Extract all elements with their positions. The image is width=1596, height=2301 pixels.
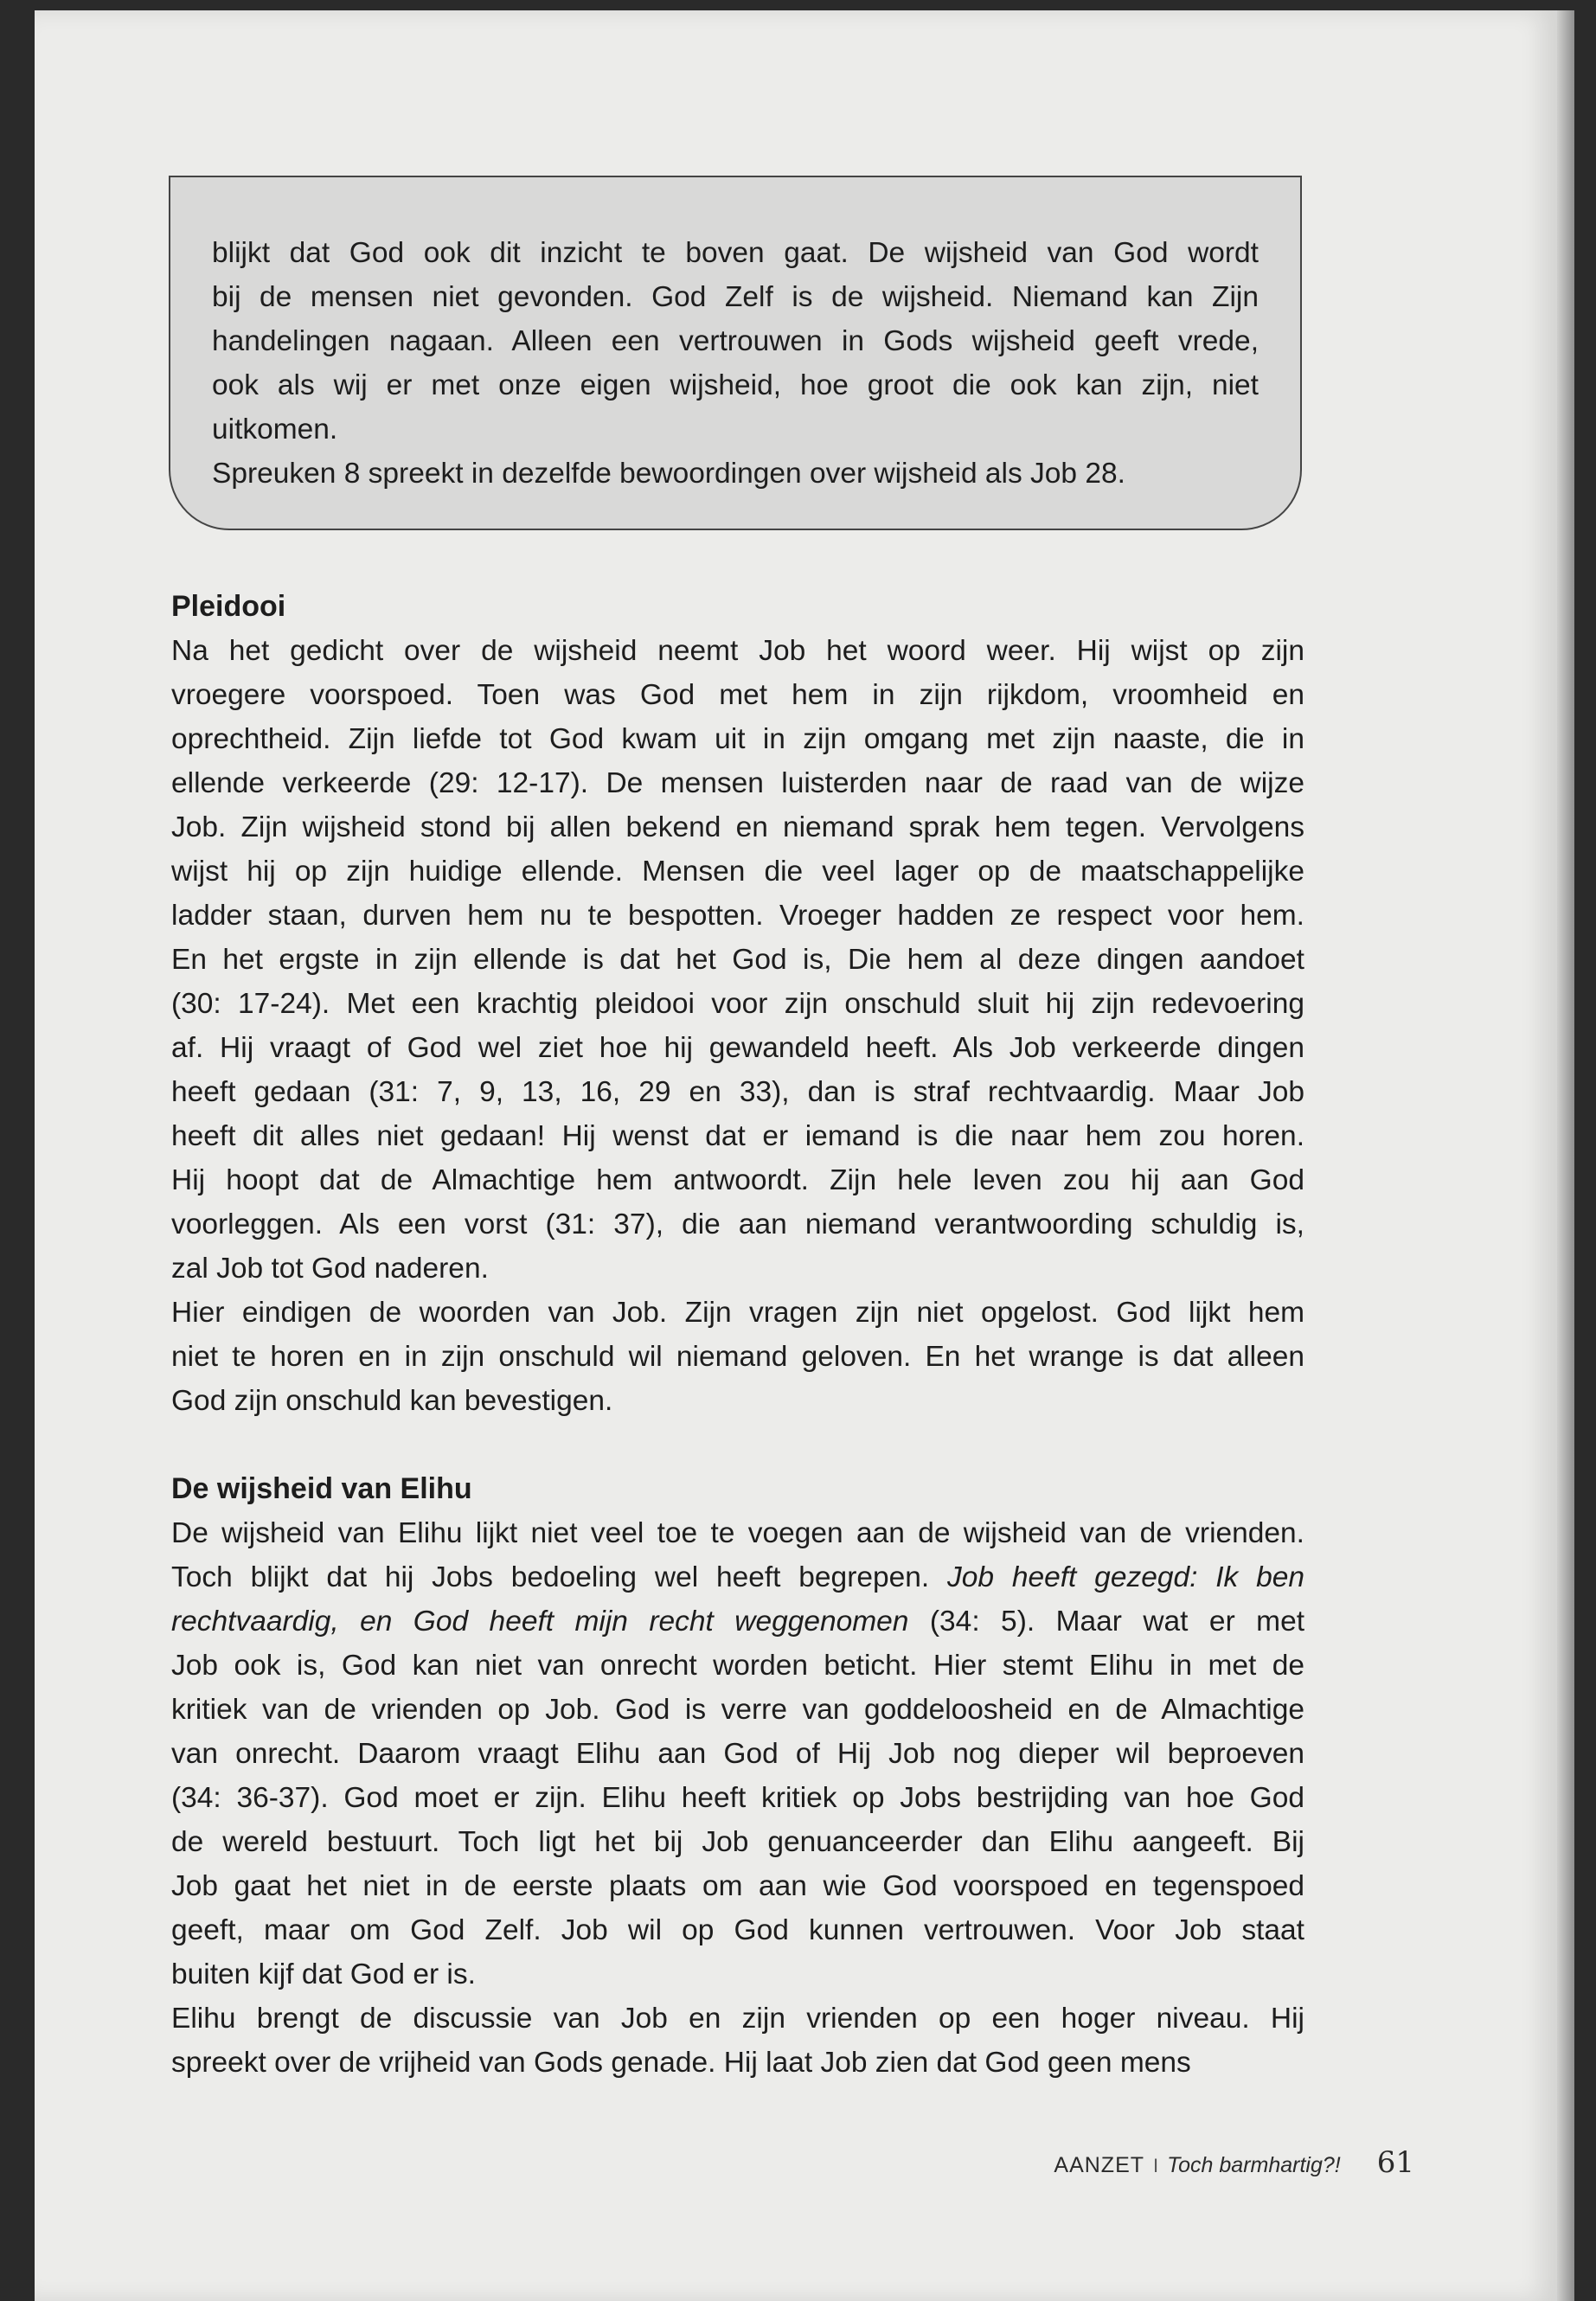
body-line: En het ergste in zijn ellende is dat het God is, Die hem al deze dingen aandoet [171,944,1304,976]
body-text: (34: 5). Maar wat er met [908,1606,1305,1638]
body-line: geeft, maar om God Zelf. Job wil op God kunnen vertrouwen. Voor Job staat [171,1914,1304,1946]
body-line: niet te horen en in zijn onschuld wil niemand geloven. En het wrange is dat alleen [171,1341,1304,1373]
quote-text: Job heeft gezegd: Ik ben [947,1561,1304,1593]
body-line [171,1599,1304,1644]
body-line: af. Hij vraagt of God wel ziet hoe hij gewandeld heeft. Als Job verkeerde dingen [171,1032,1304,1064]
box-line: blijkt dat God ook dit inzicht te boven gaat. De wijsheid van God wordt [212,237,1259,269]
body-line: Hier eindigen de woorden van Job. Zijn vragen zijn niet opgelost. God lijkt hem [171,1297,1304,1329]
body-line: spreekt over de vrijheid van Gods genade. Hij laat Job zien dat God geen mens [171,2047,1191,2079]
body-line: De wijsheid van Elihu lijkt niet veel toe te voegen aan de wijsheid van de vrienden. [171,1517,1304,1549]
quote-text: rechtvaardig, en God heeft mijn recht weggenomen [171,1606,909,1638]
main-text [171,585,1304,2085]
body-line: voorleggen. Als een vorst (31: 37), die aan niemand verantwoording schuldig is, [171,1208,1304,1240]
body-line: ellende verkeerde (29: 12-17). De mensen luisterden naar de raad van de wijze [171,767,1304,799]
body-line: van onrecht. Daarom vraagt Elihu aan God of Hij Job nog dieper wil beproeven [171,1738,1304,1770]
body-line: heeft dit alles niet gedaan! Hij wenst dat er iemand is die naar hem zou horen. [171,1120,1304,1152]
body-line: (34: 36-37). God moet er zijn. Elihu heeft kritiek op Jobs bestrijding van hoe God [171,1782,1304,1814]
body-line: Elihu brengt de discussie van Job en zijn vrienden op een hoger niveau. Hij [171,2003,1304,2035]
body-line: de wereld bestuurt. Toch ligt het bij Job genuanceerder dan Elihu aangeeft. Bij [171,1826,1304,1858]
body-line [171,1555,1304,1599]
page-number: 61 [1376,2145,1414,2180]
page-edge [1557,10,1574,2301]
body-line: Job. Zijn wijsheid stond bij allen bekend en niemand sprak hem tegen. Vervolgens [171,811,1304,843]
box-line: ook als wij er met onze eigen wijsheid, hoe groot die ook kan zijn, niet [212,369,1259,401]
footer-separator: I [1153,2155,1159,2176]
body-line: ladder staan, durven hem nu te bespotten. Vroeger hadden ze respect voor hem. [171,900,1304,932]
body-text: Toch blijkt dat hij Jobs bedoeling wel heeft begrepen. [171,1561,948,1593]
body-line: vroegere voorspoed. Toen was God met hem in zijn rijkdom, vroomheid en [171,679,1304,711]
body-line: (30: 17-24). Met een krachtig pleidooi voor zijn onschuld sluit hij zijn redevoering [171,988,1304,1020]
callout-box [169,176,1302,530]
footer-subtitle: Toch barmhartig?! [1167,2153,1341,2177]
body-line: buiten kijf dat God er is. [171,1958,476,1990]
box-line: handelingen nagaan. Alleen een vertrouwen in Gods wijsheid geeft vrede, [212,325,1259,357]
footer-brand: AANZET [1054,2153,1145,2177]
box-line: bij de mensen niet gevonden. God Zelf is de wijsheid. Niemand kan Zijn [212,281,1259,313]
body-line: Na het gedicht over de wijsheid neemt Job het woord weer. Hij wijst op zijn [171,635,1304,667]
body-line: Job gaat het niet in de eerste plaats om aan wie God voorspoed en tegenspoed [171,1870,1304,1902]
body-line: heeft gedaan (31: 7, 9, 13, 16, 29 en 33), dan is straf rechtvaardig. Maar Job [171,1076,1304,1108]
box-line: Spreuken 8 spreekt in dezelfde bewoordingen over wijsheid als Job 28. [212,458,1125,490]
body-line: oprechtheid. Zijn liefde tot God kwam uit in zijn omgang met zijn naaste, die in [171,723,1304,755]
body-line: Hij hoopt dat de Almachtige hem antwoordt. Zijn hele leven zou hij aan God [171,1164,1304,1196]
body-line: zal Job tot God naderen. [171,1253,489,1285]
body-line: kritiek van de vrienden op Job. God is verre van goddeloosheid en de Almachtige [171,1694,1304,1726]
body-line: God zijn onschuld kan bevestigen. [171,1385,613,1417]
body-line: Job ook is, God kan niet van onrecht worden beticht. Hier stemt Elihu in met de [171,1650,1304,1682]
body-line: wijst hij op zijn huidige ellende. Mensen die veel lager op de maatschappelijke [171,856,1304,888]
box-line: uitkomen. [212,413,338,445]
running-footer [1008,2145,1414,2180]
section-heading-pleidooi: Pleidooi [171,590,286,623]
section-gap [171,1423,1304,1467]
section-heading-elihu: De wijsheid van Elihu [171,1472,472,1505]
